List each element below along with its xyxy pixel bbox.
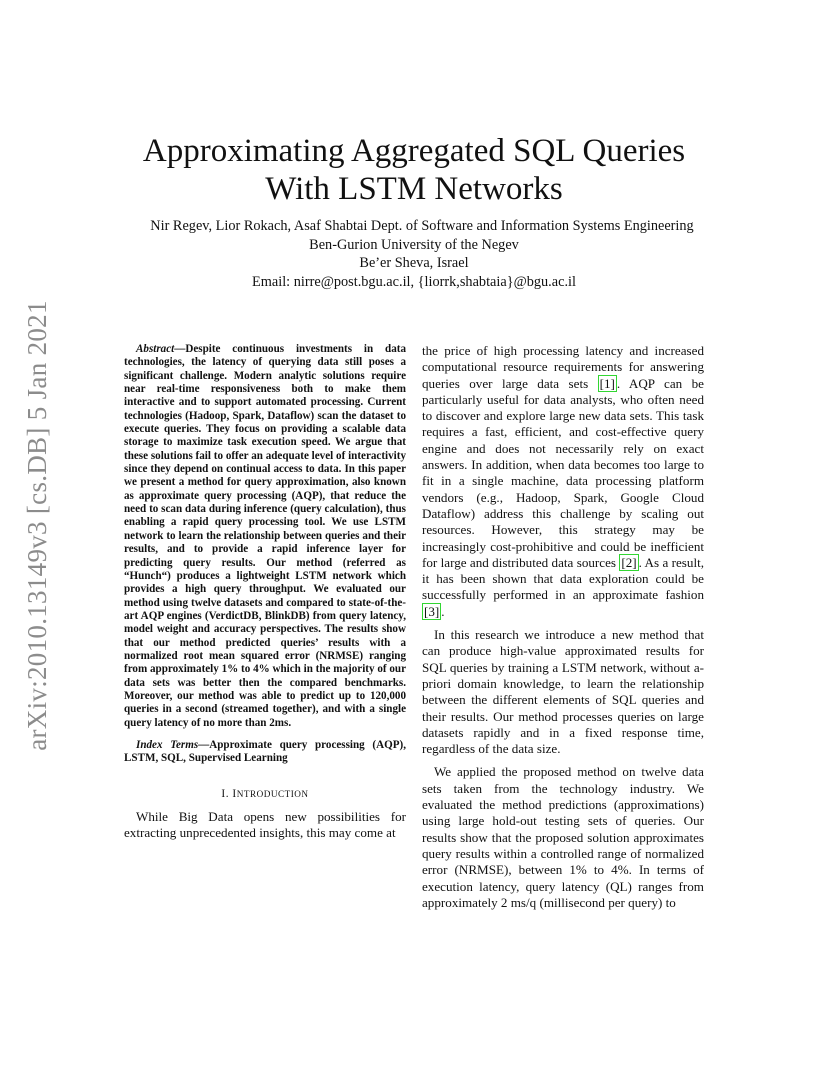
left-column [124,343,406,841]
paper-title [0,132,828,208]
citation-link-2[interactable]: [2] [621,554,637,570]
index-terms [124,739,406,766]
author-university: Ben-Gurion University of the Negev [309,236,519,253]
index-terms-label: Index Terms [136,738,199,751]
author-block [0,217,828,291]
abstract-label: Abstract [136,343,175,355]
title-line-2: With LSTM Networks [265,171,563,207]
arxiv-identifier [22,295,52,755]
arxiv-identifier-text: arXiv:2010.13149v3 [cs.DB] 5 Jan 2021 [21,299,52,751]
abstract-text: —Despite continuous investments in data technologies, the latency of querying data still poses a significant challenge. Modern analytic solutions require near real-time responsiveness both to make them interactive and to support automated processing. Current technologies (Hadoop, Spark, Dataflow) scan the dataset to execute queries. They focus on providing a scalable data storage to maximize task execution speed. We argue that these solutions fail to offer an adequate level of interactivity since they depend on continual access to data. In this paper we present a method for query approximation, also known as approximate query processing (AQP), that reduce the need to scan data during inference (query calculation), thus enabling a rapid query processing tool. We use LSTM network to learn the relationship between queries and their results, and to provide a rapid inference layer for predicting query results. Our method (referred as “Hunch“) produces a lightweight LSTM network which provides a high query throughput. We evaluated our method using twelve datasets and compared to state-of-the-art AQP engines (VerdictDB, BlinkDB) from query latency, model weight and accuracy perspectives. The results show that our method predicted queries’ results with a normalized root mean squared error (NRMSE) ranging from approximately 1% to 4% which in the majority of our data sets was better then the compared benchmarks. Moreover, our method was able to predict up to 120,000 queries in a second (streamed together), and with a single query latency of no more than 2ms. [124,343,406,729]
intro-paragraph-continued: the price of high processing latency and increased computational resource requirements for answering queries over large data sets [1] . AQP can be particularly useful for data analysts, who often need to discover and explore large new data sets. This task requires a fast, efficient, and cost-effective query engine and does not necessarily rely on exact answers. In addition, when data becomes too large to fit in a single machine, data processing platform vendors (e.g., Hadoop, Spark, Google Cloud Dataflow) address this challenge by scaling out resources. However, this strategy may be increasingly cost-prohibitive and could be inefficient for large and distributed data sources [2] . As a result, it has been shown that data exploration could be successfully performed in an approximate fashion [3] . [422,343,704,619]
title-line-1: Approximating Aggregated SQL Queries [142,133,686,169]
intro-paragraph-3: We applied the proposed method on twelve data sets taken from the technology industry. We evaluated the method predictions (approximations) using large hold-out testing sets of queries. Our results show that the proposed solution approximates query results within a controlled range of normalized error (NRMSE), between 1% to 4%. In terms of execution latency, query latency (QL) ranges from approximately 2 ms/q (millisecond per query) to [422,764,704,910]
intro-paragraph-2: In this research we introduce a new method that can produce high-value approximated results for SQL queries by training a LSTM network, without a-priori domain knowledge, to learn the relationship between the different elements of SQL queries and their results. Our method processes queries on large datasets rapidly and in a fixed response time, regardless of the data size. [422,627,704,757]
section-heading-introduction: I. INTRODUCTION [221,787,309,800]
abstract [124,343,406,730]
index-terms-text: —Approximate query processing (AQP), LSTM, SQL, Supervised Learning [124,738,406,765]
author-location: Be’er Sheva, Israel [359,255,469,271]
intro-paragraph-1: While Big Data opens new possibilities for extracting unprecedented insights, this may come at [124,808,406,840]
right-column [422,343,704,911]
citation-link-3[interactable]: [3] [424,603,440,619]
author-email: Email: nirre@post.bgu.ac.il, {liorrk,shabtaia}@bgu.ac.il [252,273,576,290]
author-names: Nir Regev, Lior Rokach, Asaf Shabtai Dept. of Software and Information Systems Engineering [150,218,694,234]
citation-link-1[interactable]: [1] [599,375,615,391]
